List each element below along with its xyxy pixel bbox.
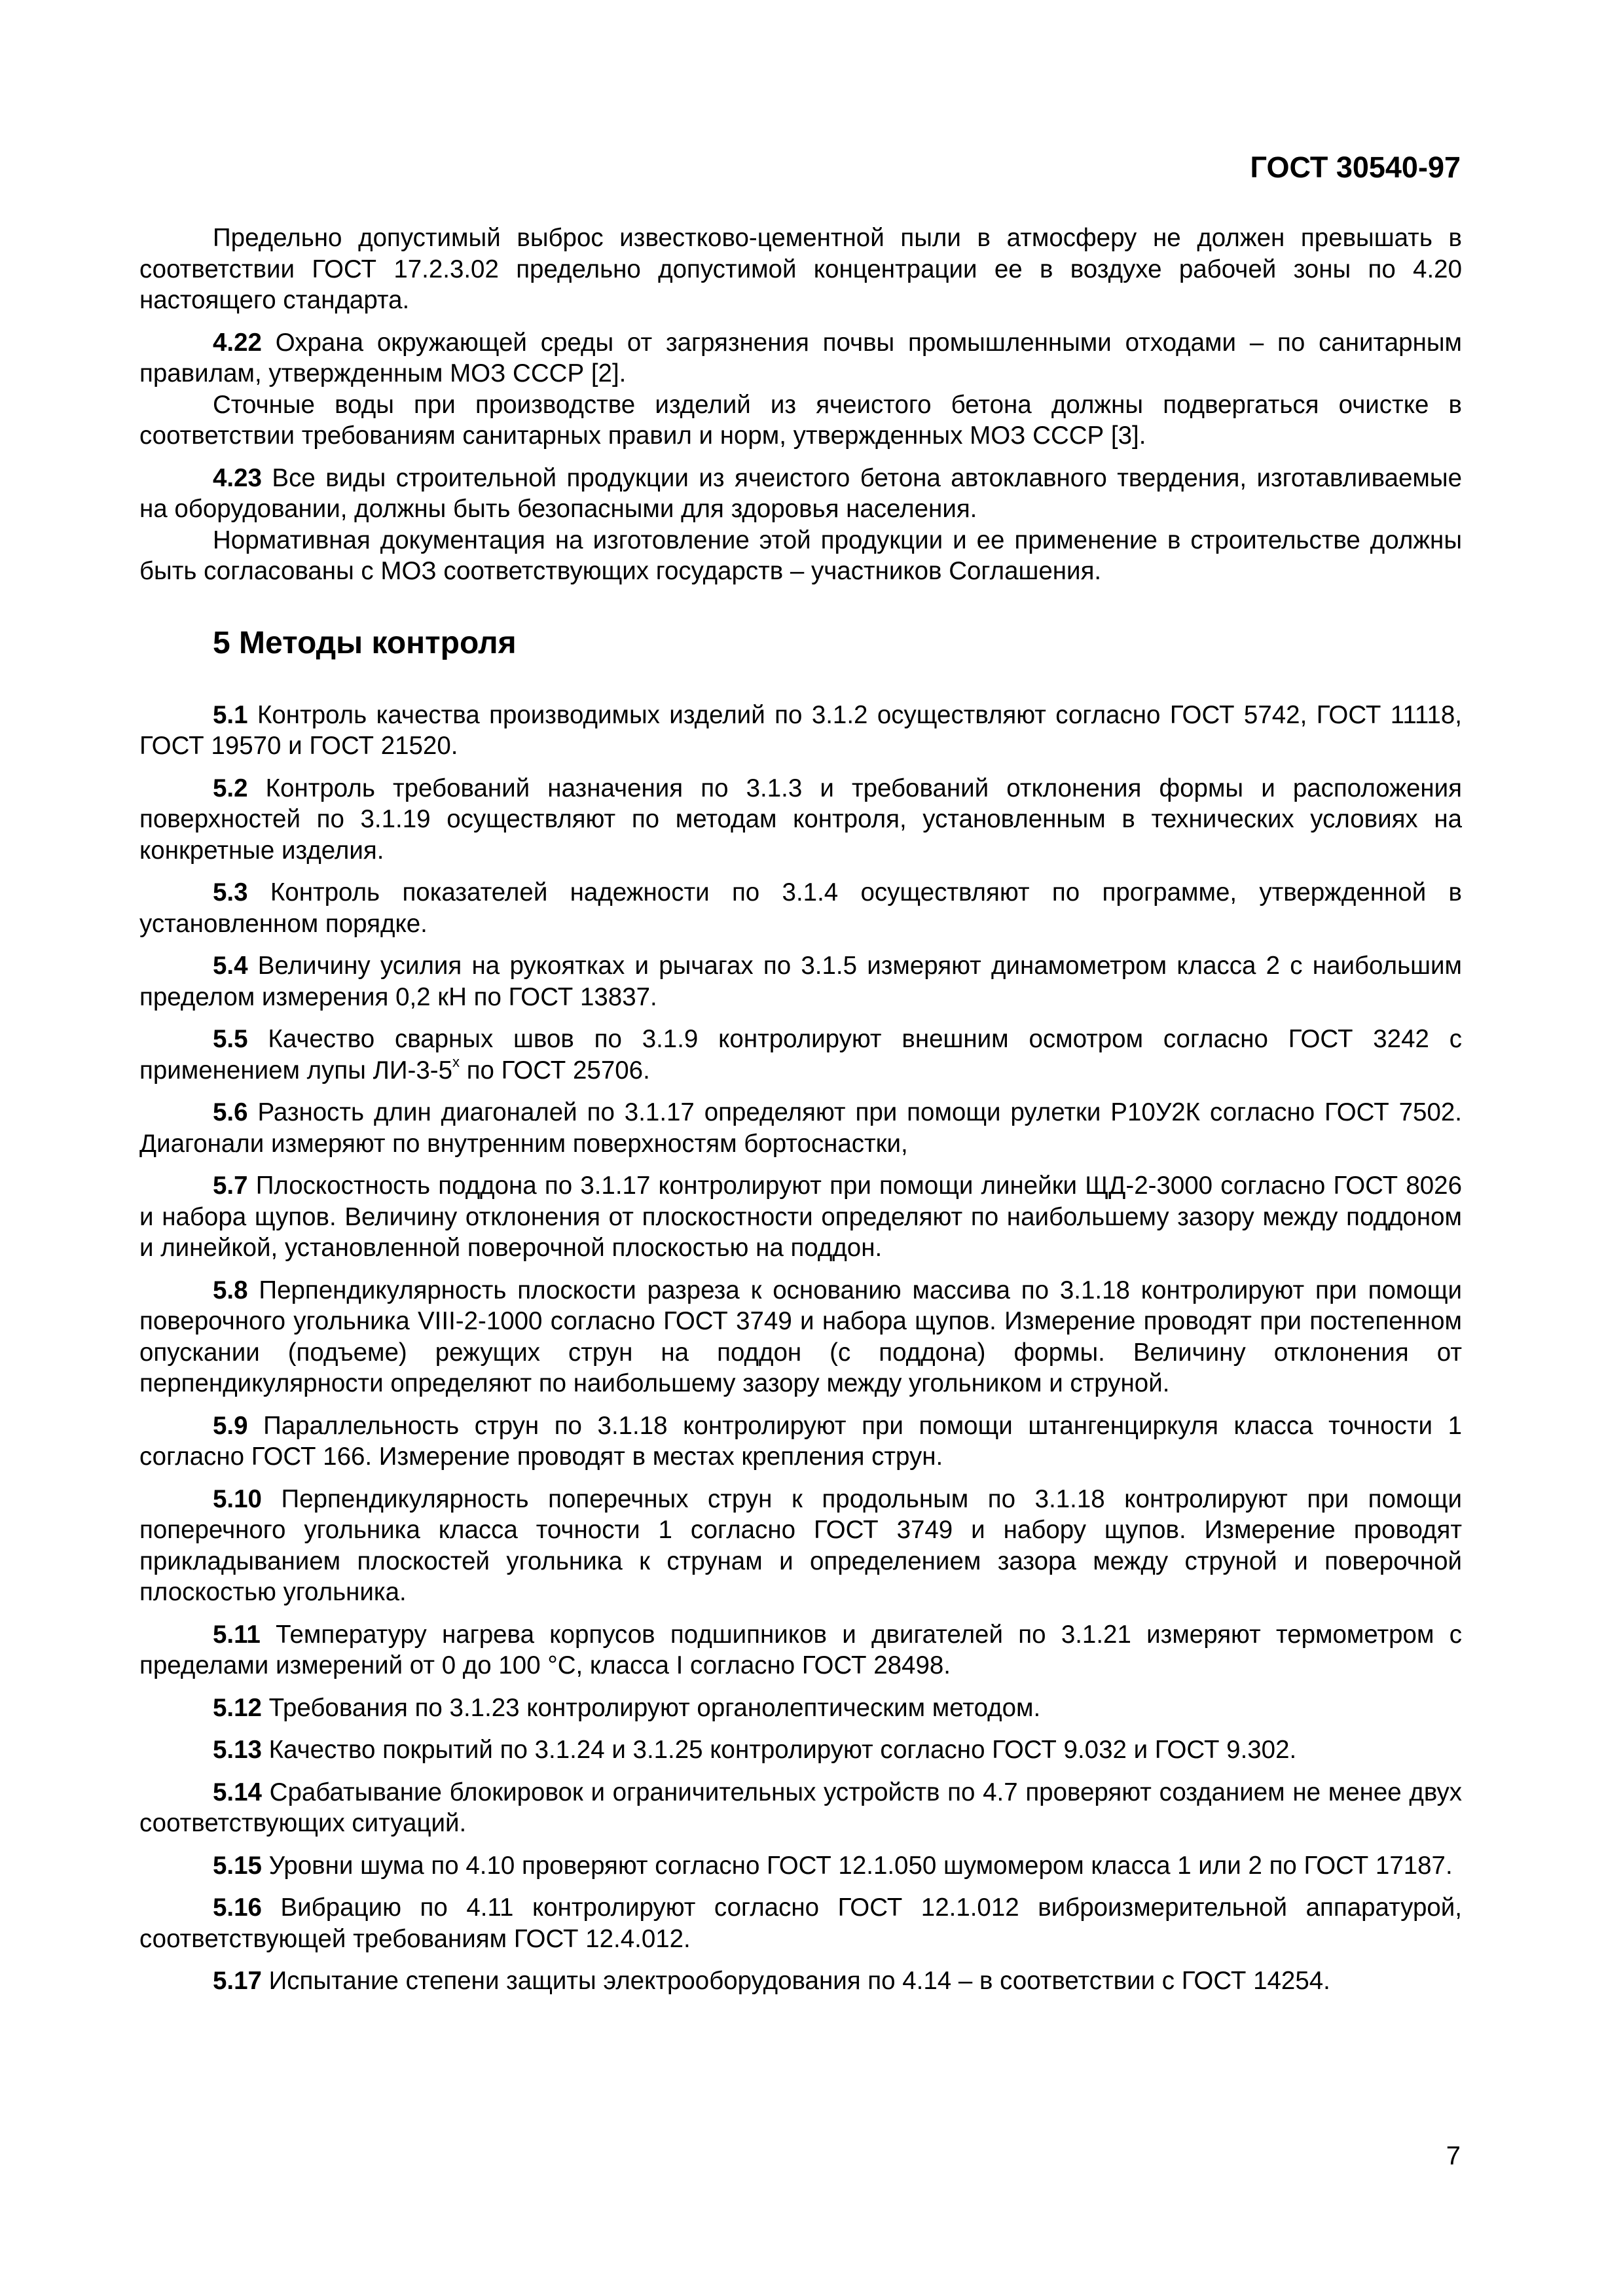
clause-5-15: 5.15 Уровни шума по 4.10 проверяют согласно ГОСТ 12.1.050 шумомером класса 1 или 2 по ГОСТ 17187. [213,1851,1453,1880]
clause-5-12: 5.12 Требования по 3.1.23 контролируют органолептическим методом. [213,1693,1041,1722]
clause-5-10: 5.10 Перпендикулярность поперечных струн к продольным по 3.1.18 контролируют при помощи поперечного угольника класса точности 1 согласно ГОСТ 3749 и набору щупов. Измерение проводят прикладыванием плоскостей угольника к струнам и определением зазора между струной и поверочной плоскостью угольника. [139,1484,1462,1606]
clause-5-4: 5.4 Величину усилия на рукоятках и рычагах по 3.1.5 измеряют динамометром класса 2 с наибольшим пределом измерения 0,2 кН по ГОСТ 13837. [139,952,1462,1011]
clause-5-6: 5.6 Разность длин диагоналей по 3.1.17 определяют при помощи рулетки Р10У2К согласно ГОСТ 7502. Диагонали измеряют по внутренним поверхностям бортоснастки, [139,1098,1462,1158]
clause-5-13: 5.13 Качество покрытий по 3.1.24 и 3.1.25 контролируют согласно ГОСТ 9.032 и ГОСТ 9.302. [213,1736,1297,1764]
paragraph: Сточные воды при производстве изделий из ячеистого бетона должны подвергаться очистке в соответствии требованиям санитарных правил и норм, утвержденных МОЗ СССР [3]. [139,390,1462,450]
clause-5-7: 5.7 Плоскостность поддона по 3.1.17 контролируют при помощи линейки ЩД-2-3000 согласно ГОСТ 8026 и набора щупов. Величину отклонения от плоскостности определяют по наибольшему зазору между поддоном и линейкой, установленной поверочной плоскостью на поддон. [139,1172,1462,1262]
clause-5-14: 5.14 Срабатывание блокировок и ограничительных устройств по 4.7 проверяют созданием не менее двух соответствующих ситуаций. [139,1778,1462,1837]
page-content [139,223,1462,1997]
clause-5-9: 5.9 Параллельность струн по 3.1.18 контролируют при помощи штангенциркуля класса точности 1 согласно ГОСТ 166. Измерение проводят в местах крепления струн. [139,1411,1462,1471]
clause-5-3: 5.3 Контроль показателей надежности по 3.1.4 осуществляют по программе, утвержденной в установленном порядке. [139,878,1462,938]
clause-4-22: 4.22 Охрана окружающей среды от загрязнения почвы промышленными отходами – по санитарным правилам, утвержденным МОЗ СССР [2]. [139,328,1462,387]
clause-5-16: 5.16 Вибрацию по 4.11 контролируют согласно ГОСТ 12.1.012 виброизмерительной аппаратурой, соответствующей требованиям ГОСТ 12.4.012. [139,1893,1462,1953]
clause-5-2: 5.2 Контроль требований назначения по 3.1.3 и требований отклонения формы и расположения поверхностей по 3.1.19 осуществляют по методам контроля, установленным в технических условиях на конкретные изделия. [139,774,1462,865]
paragraph: Нормативная документация на изготовление этой продукции и ее применение в строительстве должны быть согласованы с МОЗ соответствующих государств – участников Соглашения. [139,526,1462,585]
clause-5-5: 5.5 Качество сварных швов по 3.1.9 контролируют внешним осмотром согласно ГОСТ 3242 с применением лупы $ЛИ-3-5^х$ по ГОСТ 25706. [139,1025,1462,1085]
clause-5-11: 5.11 Температуру нагрева корпусов подшипников и двигателей по 3.1.21 измеряют термометром с пределами измерений от 0 до 100 °С, класса I согласно ГОСТ 28498. [139,1620,1462,1679]
standard-id-header: ГОСТ 30540-97 [1250,151,1461,184]
clause-5-8: 5.8 Перпендикулярность плоскости разреза к основанию массива по 3.1.18 контролируют при помощи поверочного угольника VIII-2-1000 согласно ГОСТ 3749 и набора щупов. Измерение проводят при постепенном опускании (подъеме) режущих струн на поддон (с поддона) формы. Величину отклонения от перпендикулярности определяют по наибольшему зазору между угольником и струной. [139,1276,1462,1397]
page-number: 7 [1446,2142,1461,2170]
clause-5-1: 5.1 Контроль качества производимых изделий по 3.1.2 осуществляют согласно ГОСТ 5742, ГОСТ 11118, ГОСТ 19570 и ГОСТ 21520. [139,700,1462,760]
superscript: х [452,1053,460,1070]
section-heading: 5 Методы контроля [213,625,517,660]
clause-4-23: 4.23 Все виды строительной продукции из ячеистого бетона автоклавного твердения, изготавливаемые на оборудовании, должны быть безопасными для здоровья населения. [139,463,1462,523]
paragraph: Предельно допустимый выброс известково-цементной пыли в атмосферу не должен превышать в соответствии ГОСТ 17.2.3.02 предельно допустимой концентрации ее в воздухе рабочей зоны по 4.20 настоящего стандарта. [139,224,1462,314]
clause-5-17: 5.17 Испытание степени защиты электрооборудования по 4.14 – в соответствии с ГОСТ 14254. [213,1967,1330,1995]
